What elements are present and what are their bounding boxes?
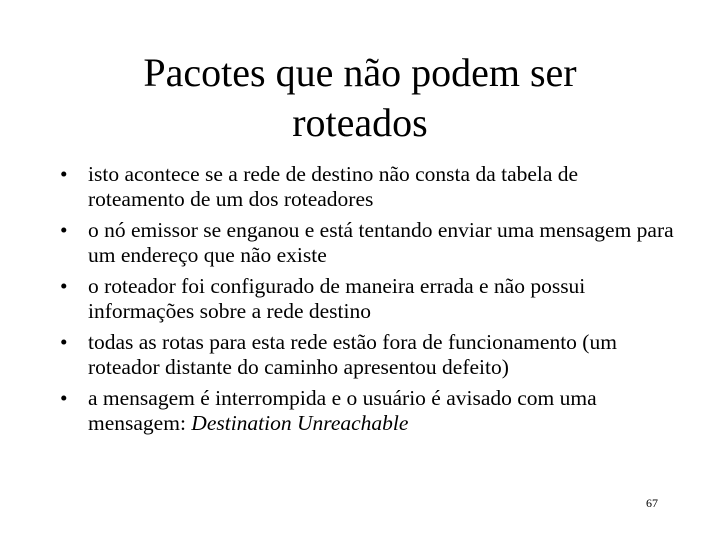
bullet-item [60,274,680,324]
bullet-marker: • [60,162,68,186]
bullet-marker: • [60,386,68,410]
bullet-emphasis: Destination Unreachable [191,411,409,435]
bullet-marker: • [60,218,68,242]
bullet-text: todas as rotas para esta rede estão fora de funcionamento (um roteador distante do caminho apresentou defeito) [88,330,617,379]
bullet-marker: • [60,274,68,298]
bullet-marker: • [60,330,68,354]
slide-title-line-1: Pacotes que não podem ser [143,50,577,95]
bullet-item [60,386,680,436]
bullet-text: o nó emissor se enganou e está tentando enviar uma mensagem para um endereço que não existe [88,218,674,267]
bullet-item [60,330,680,380]
page-number: 67 [646,496,658,510]
bullet-item [60,162,680,212]
slide-title-line-2: roteados [292,100,428,145]
slide-title [60,48,660,148]
bullet-text: isto acontece se a rede de destino não consta da tabela de roteamento de um dos roteadores [88,162,579,211]
bullet-text: o roteador foi configurado de maneira errada e não possui informações sobre a rede destino [88,274,586,323]
bullet-list [60,162,680,442]
bullet-text: a mensagem é interrompida e o usuário é avisado com uma mensagem: [88,386,597,435]
bullet-item [60,218,680,268]
